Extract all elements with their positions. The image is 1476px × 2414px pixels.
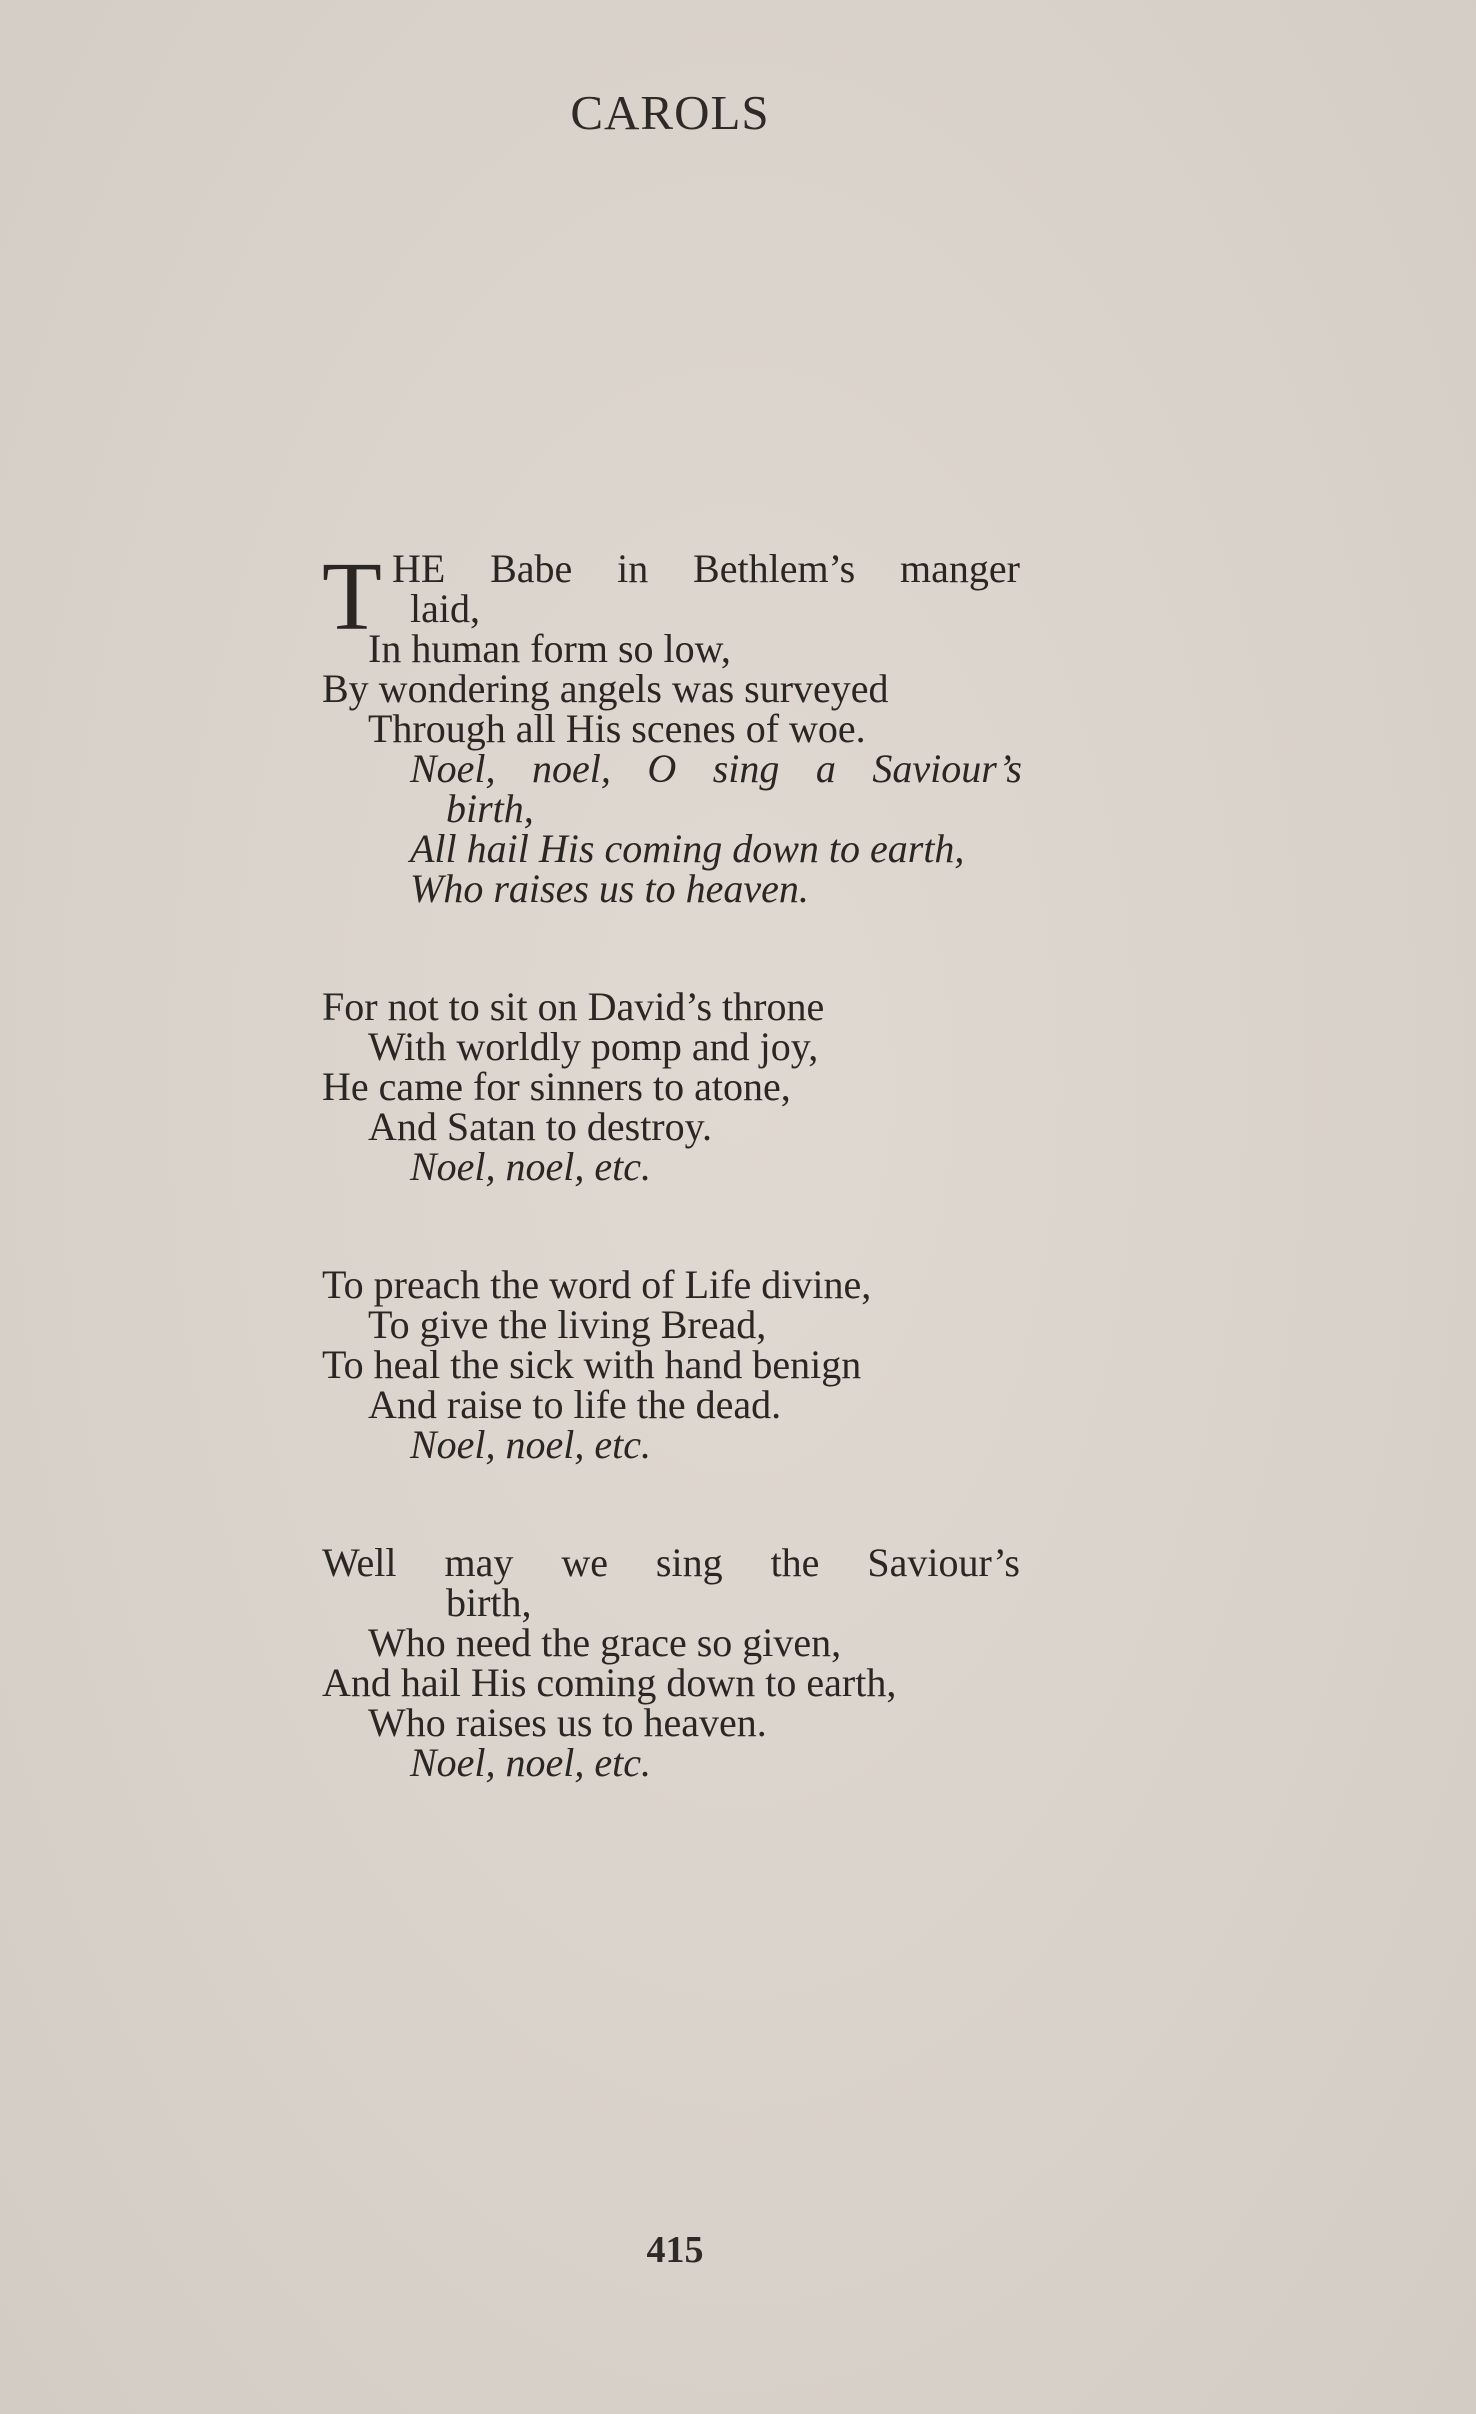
verse-line: And hail His coming down to earth, bbox=[322, 1660, 897, 1705]
verse-line: By wondering angels was surveyed bbox=[322, 666, 889, 711]
verse-line: birth, bbox=[446, 1580, 532, 1625]
running-head: CAROLS bbox=[570, 85, 770, 140]
verse-line: In human form so low, bbox=[368, 626, 731, 671]
verse-line: Who need the grace so given, bbox=[368, 1620, 842, 1665]
drop-cap: T bbox=[322, 543, 382, 651]
refrain-line: All hail His coming down to earth, bbox=[410, 826, 965, 871]
page-number: 415 bbox=[646, 2229, 704, 2271]
refrain-line: Noel, noel, O sing a Saviour’s bbox=[410, 746, 1022, 791]
verse-line: Well may we sing the Saviour’s bbox=[322, 1540, 1020, 1585]
verse-line: To preach the word of Life divine, bbox=[322, 1262, 872, 1307]
verse-line: To heal the sick with hand benign bbox=[322, 1342, 862, 1387]
verse-line: Who raises us to heaven. bbox=[368, 1700, 767, 1745]
verse-line: For not to sit on David’s throne bbox=[322, 984, 825, 1029]
verse-line: And raise to life the dead. bbox=[368, 1382, 782, 1427]
verse-line: And Satan to destroy. bbox=[368, 1104, 713, 1149]
verse-line: To give the living Bread, bbox=[368, 1302, 767, 1347]
refrain-line: Who raises us to heaven. bbox=[410, 866, 809, 911]
verse-line: Through all His scenes of woe. bbox=[368, 706, 866, 751]
refrain-line: Noel, noel, etc. bbox=[410, 1144, 652, 1189]
refrain-line: birth, bbox=[446, 786, 534, 831]
verse-line: He came for sinners to atone, bbox=[322, 1064, 791, 1109]
verse-line: HE Babe in Bethlem’s manger bbox=[392, 546, 1020, 591]
refrain-line: Noel, noel, etc. bbox=[410, 1422, 652, 1467]
verse-line: laid, bbox=[410, 586, 480, 631]
refrain-line: Noel, noel, etc. bbox=[410, 1740, 652, 1785]
verse-line: With worldly pomp and joy, bbox=[368, 1024, 819, 1069]
